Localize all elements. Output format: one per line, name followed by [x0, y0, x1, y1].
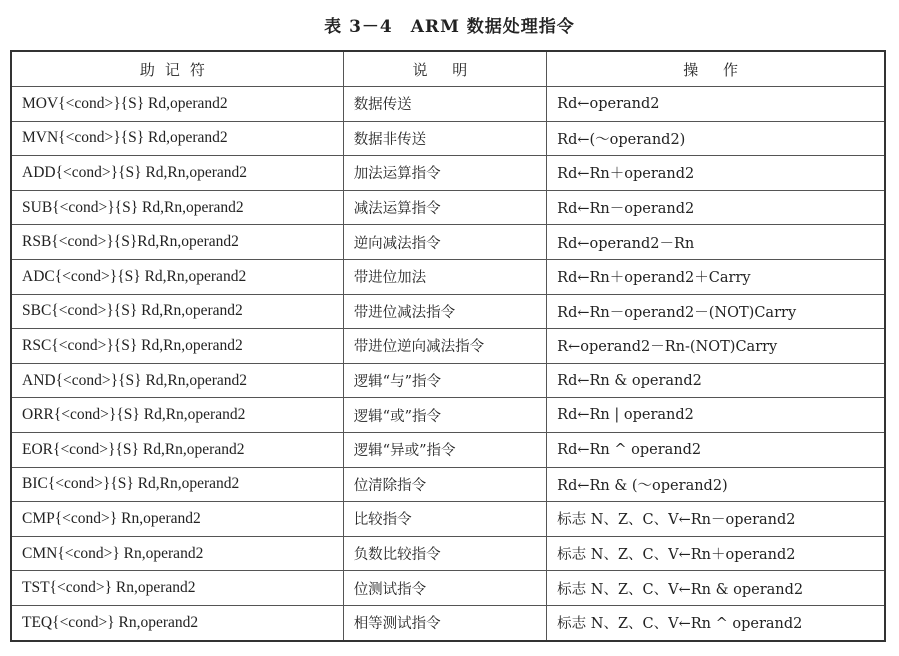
table-row — [11, 190, 885, 225]
description-cell: 相等测试指令 — [343, 605, 546, 640]
header-mnemonic: 助记符 — [11, 51, 343, 87]
mnemonic-cell: SBC{<cond>}{S} Rd,Rn,operand2 — [11, 294, 343, 329]
table-row — [11, 502, 885, 537]
table-row — [11, 259, 885, 294]
operation-cell: Rd←operand2－Rn — [547, 225, 885, 260]
operation-cell: Rd←Rn ^ operand2 — [547, 432, 885, 467]
table-row — [11, 363, 885, 398]
mnemonic-cell: CMP{<cond>} Rn,operand2 — [11, 502, 343, 537]
mnemonic-cell: ORR{<cond>}{S} Rd,Rn,operand2 — [11, 398, 343, 433]
operation-cell: Rd←Rn－operand2 — [547, 190, 885, 225]
mnemonic-cell: TEQ{<cond>} Rn,operand2 — [11, 605, 343, 640]
description-cell: 负数比较指令 — [343, 536, 546, 571]
mnemonic-cell: BIC{<cond>}{S} Rd,Rn,operand2 — [11, 467, 343, 502]
table-row — [11, 156, 885, 191]
mnemonic-cell: AND{<cond>}{S} Rd,Rn,operand2 — [11, 363, 343, 398]
description-cell: 位清除指令 — [343, 467, 546, 502]
description-cell: 位测试指令 — [343, 571, 546, 606]
mnemonic-cell: CMN{<cond>} Rn,operand2 — [11, 536, 343, 571]
operation-cell: R←operand2－Rn-(NOT)Carry — [547, 329, 885, 364]
operation-cell: 标志 N、Z、C、V←Rn－operand2 — [547, 502, 885, 537]
table-row — [11, 605, 885, 640]
operation-cell: Rd←Rn＋operand2＋Carry — [547, 259, 885, 294]
mnemonic-cell: RSC{<cond>}{S} Rd,Rn,operand2 — [11, 329, 343, 364]
table-row — [11, 294, 885, 329]
description-cell: 数据非传送 — [343, 121, 546, 156]
table-row — [11, 467, 885, 502]
operation-cell: Rd←operand2 — [547, 87, 885, 122]
table-row — [11, 432, 885, 467]
operation-cell: Rd←Rn & (～operand2) — [547, 467, 885, 502]
table-row — [11, 398, 885, 433]
description-cell: 数据传送 — [343, 87, 546, 122]
description-cell: 带进位逆向减法指令 — [343, 329, 546, 364]
table-title: 表 3－4 ARM 数据处理指令 — [324, 17, 575, 37]
mnemonic-cell: RSB{<cond>}{S}Rd,Rn,operand2 — [11, 225, 343, 260]
description-cell: 带进位加法 — [343, 259, 546, 294]
description-cell: 逻辑“或”指令 — [343, 398, 546, 433]
mnemonic-cell: SUB{<cond>}{S} Rd,Rn,operand2 — [11, 190, 343, 225]
operation-cell: 标志 N、Z、C、V←Rn & operand2 — [547, 571, 885, 606]
description-cell: 比较指令 — [343, 502, 546, 537]
description-cell: 逻辑“异或”指令 — [343, 432, 546, 467]
mnemonic-cell: MVN{<cond>}{S} Rd,operand2 — [11, 121, 343, 156]
header-row — [11, 51, 885, 87]
arm-instruction-table — [10, 50, 886, 642]
operation-cell: 标志 N、Z、C、V←Rn ^ operand2 — [547, 605, 885, 640]
table-row — [11, 536, 885, 571]
description-cell: 带进位减法指令 — [343, 294, 546, 329]
mnemonic-cell: EOR{<cond>}{S} Rd,Rn,operand2 — [11, 432, 343, 467]
operation-cell: 标志 N、Z、C、V←Rn＋operand2 — [547, 536, 885, 571]
header-operation: 操 作 — [547, 51, 885, 87]
description-cell: 逻辑“与”指令 — [343, 363, 546, 398]
mnemonic-cell: ADC{<cond>}{S} Rd,Rn,operand2 — [11, 259, 343, 294]
operation-cell: Rd←(～operand2) — [547, 121, 885, 156]
table-row — [11, 225, 885, 260]
table-row — [11, 329, 885, 364]
mnemonic-cell: ADD{<cond>}{S} Rd,Rn,operand2 — [11, 156, 343, 191]
description-cell: 加法运算指令 — [343, 156, 546, 191]
operation-cell: Rd←Rn | operand2 — [547, 398, 885, 433]
operation-cell: Rd←Rn & operand2 — [547, 363, 885, 398]
table-row — [11, 571, 885, 606]
operation-cell: Rd←Rn＋operand2 — [547, 156, 885, 191]
description-cell: 减法运算指令 — [343, 190, 546, 225]
table-row — [11, 121, 885, 156]
description-cell: 逆向减法指令 — [343, 225, 546, 260]
operation-cell: Rd←Rn－operand2－(NOT)Carry — [547, 294, 885, 329]
mnemonic-cell: MOV{<cond>}{S} Rd,operand2 — [11, 87, 343, 122]
mnemonic-cell: TST{<cond>} Rn,operand2 — [11, 571, 343, 606]
table-row — [11, 87, 885, 122]
header-description: 说 明 — [343, 51, 546, 87]
